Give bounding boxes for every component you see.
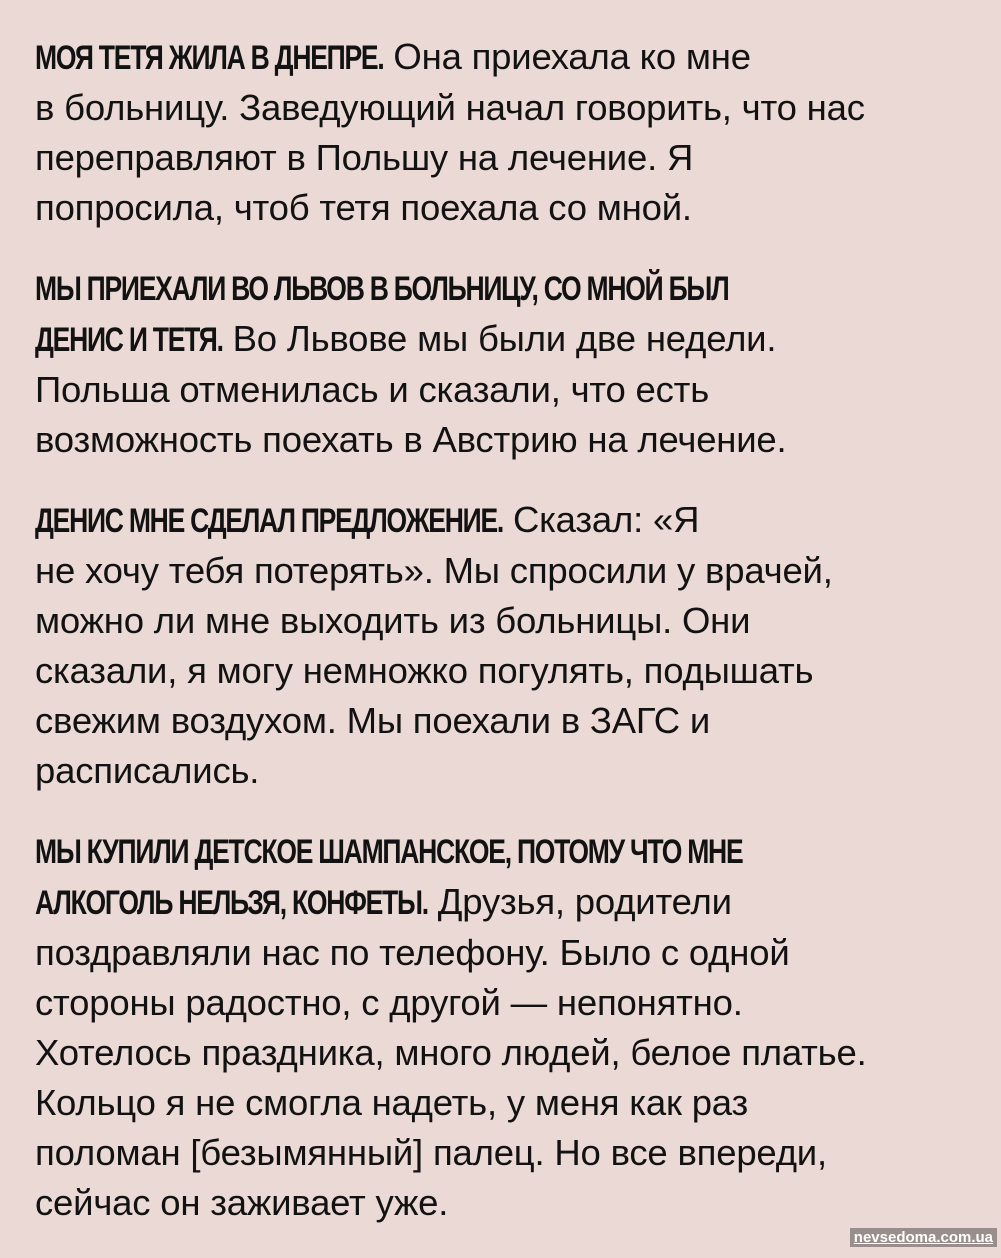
- text-line: [35, 83, 975, 133]
- body-text: Польша отменилась и сказали, что есть: [35, 369, 710, 410]
- lead-wrapper: [35, 32, 383, 83]
- lead-heading: МОЯ ТЕТЯ ЖИЛА В ДНЕПРЕ.: [35, 39, 384, 77]
- text-line: [35, 928, 975, 978]
- text-line: [35, 546, 975, 596]
- body-text: сказали, я могу немножко погулять, подышать: [35, 650, 814, 691]
- text-line: [35, 646, 975, 696]
- body-text: Во Львове мы были две недели.: [222, 318, 777, 359]
- body-text: расписались.: [35, 750, 260, 791]
- text-line: [35, 696, 975, 746]
- body-text: в больницу. Заведующий начал говорить, что нас: [35, 87, 865, 128]
- text-line: [35, 415, 975, 465]
- lead-heading: ДЕНИС И ТЕТЯ.: [35, 321, 223, 359]
- paragraph: [35, 32, 975, 233]
- lead-heading: МЫ ПРИЕХАЛИ ВО ЛЬВОВ В БОЛЬНИЦУ, СО МНОЙ БЫЛ: [35, 270, 729, 308]
- body-text: Она приехала ко мне: [383, 36, 751, 77]
- text-line: [35, 314, 975, 365]
- text-line: [35, 746, 975, 796]
- text-line: [35, 1028, 975, 1078]
- text-line: [35, 978, 975, 1028]
- body-text: можно ли мне выходить из больницы. Они: [35, 600, 751, 641]
- text-line: [35, 1128, 975, 1178]
- text-line: [35, 877, 975, 928]
- text-line: [35, 1178, 975, 1228]
- text-line: [35, 596, 975, 646]
- body-text: сейчас он заживает уже.: [35, 1182, 449, 1223]
- paragraph: [35, 826, 975, 1228]
- body-text: свежим воздухом. Мы поехали в ЗАГС и: [35, 700, 711, 741]
- body-text: Сказал: «Я: [503, 499, 700, 540]
- lead-heading: МЫ КУПИЛИ ДЕТСКОЕ ШАМПАНСКОЕ, ПОТОМУ ЧТО МНЕ: [35, 833, 743, 871]
- body-text: не хочу тебя потерять». Мы спросили у врачей,: [35, 550, 833, 591]
- lead-heading: ДЕНИС МНЕ СДЕЛАЛ ПРЕДЛОЖЕНИЕ.: [35, 502, 504, 540]
- lead-wrapper: [35, 263, 728, 314]
- body-text: Кольцо я не смогла надеть, у меня как раз: [35, 1082, 749, 1123]
- lead-heading: АЛКОГОЛЬ НЕЛЬЗЯ, КОНФЕТЫ.: [35, 884, 428, 922]
- body-text: Друзья, родители: [427, 881, 732, 922]
- text-line: [35, 1078, 975, 1128]
- text-line: [35, 133, 975, 183]
- lead-wrapper: [35, 495, 503, 546]
- body-text: попросила, чтоб тетя поехала со мной.: [35, 187, 692, 228]
- body-text: поломан [безымянный] палец. Но все впереди,: [35, 1132, 827, 1173]
- body-text: Хотелось праздника, много людей, белое платье.: [35, 1032, 867, 1073]
- paragraph: [35, 495, 975, 796]
- article-body: [35, 32, 975, 1258]
- lead-wrapper: [35, 877, 428, 928]
- watermark-link[interactable]: nevsedoma.com.ua: [850, 1228, 997, 1247]
- text-line: [35, 183, 975, 233]
- lead-wrapper: [35, 826, 742, 877]
- text-line: [35, 826, 975, 877]
- text-line: [35, 263, 975, 314]
- body-text: переправляют в Польшу на лечение. Я: [35, 137, 694, 178]
- lead-wrapper: [35, 314, 223, 365]
- text-line: [35, 32, 975, 83]
- body-text: возможность поехать в Австрию на лечение.: [35, 419, 787, 460]
- body-text: поздравляли нас по телефону. Было с одной: [35, 932, 790, 973]
- text-line: [35, 495, 975, 546]
- body-text: стороны радостно, с другой — непонятно.: [35, 982, 743, 1023]
- text-line: [35, 365, 975, 415]
- paragraph: [35, 263, 975, 465]
